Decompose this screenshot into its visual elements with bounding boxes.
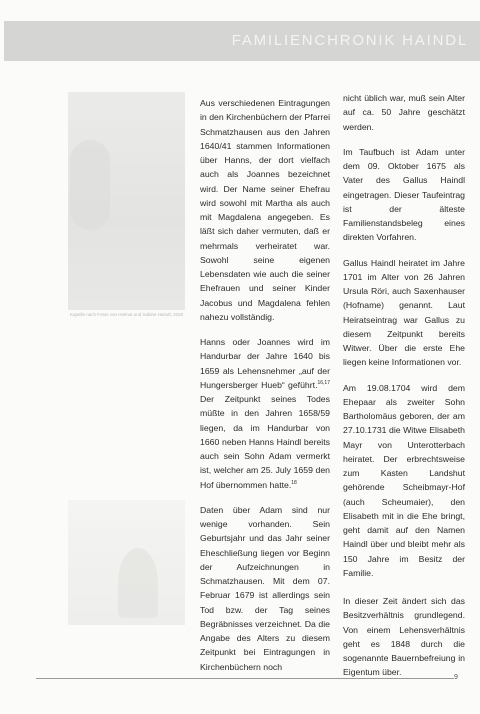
text-column-right [343,91,465,691]
paragraph [200,335,330,492]
paragraph: Am 19.08.1704 wird dem Ehepaar als zweiter Sohn Bartholomäus geboren, der am 27.10.1731 die Witwe Elisabeth Mayr von Unterotterbach heiratet. Der erbrechtsweise zum Kasten Landshut gehörende Scheibmayr-Hof (auch Scheumaier), den Elisabeth mit in die Ehe bringt, geht damit auf den Namen Haindl über und bleibt mehr als 150 Jahre im Besitz der Familie. [343,382,465,578]
faded-figure [70,140,110,230]
photo-caption: Kapelle nach Fotos von Helmut und Sabine Haindl, 2020 [70,312,184,317]
paragraph-text: Der Zeitpunkt seines Todes müßte in den Jahren 1658/59 liegen, da im Handurbar von 1660 neben Hanns Haindl bereits auch sein Sohn Adam vermerkt ist, welcher am 25. July 1659 den Hof übernommen hatte. [200,394,330,490]
faded-silhouette [118,548,158,618]
footnote-ref: 16,17 [317,379,330,386]
paragraph-text: Hanns oder Joannes wird im Handurbar der Jahre 1640 bis 1659 als Lehensnehmer „auf der Hungersberger Hueb“ geführt. [200,337,330,390]
paragraph: nicht üblich war, muß sein Alter auf ca. 50 Jahre geschätzt werden. [343,93,465,132]
paragraph: Gallus Haindl heiratet im Jahre 1701 im Alter von 26 Jahren Ursula Röri, auch Saxenhauser (Hofname) genannt. Laut Heiratseintrag war Gallus zu diesem Zeitpunkt bereits Witwer. Über die erste Ehe liegen keine Informationen vor. [343,257,465,368]
footer-rule [36,678,454,679]
text-column-left [200,96,330,685]
paragraph: Aus verschiedenen Eintragungen in den Kirchenbüchern der Pfarrei Schmatzhausen aus den Jahren 1640/41 stammen Informationen über Hanns, der dort vielfach auch als Joannes bezeichnet wird. Der Name seiner Ehefrau wird sowohl mit Martha als auch mit Magdalena angegeben. Es läßt sich daher vermuten, daß er mehrmals verheiratet war. Sowohl seine eigenen Lebensdaten wie auch die seiner Ehefrauen und seiner Kinder Jacobus und Magdalena fehlen nahezu vollständig. [200,98,330,322]
page-header-title: FAMILIENCHRONIK HAINDL [231,32,468,49]
paragraph: Daten über Adam sind nur wenige vorhanden. Sein Geburtsjahr und das Jahr seiner Eheschließung liegen vor Beginn der Aufzeichnungen in Schmatzhausen. Mit dem 07. Februar 1679 ist allerdings sein Tod bzw. der Tag seines Begräbnisses verzeichnet. Da die Angabe des Alters zu diesem Zeitpunkt bei Eintragungen in Kirchenbüchern noch [200,504,330,672]
footnote-ref: 18 [291,479,297,486]
paragraph: Im Taufbuch ist Adam unter dem 09. Oktober 1675 als Vater des Gallus Haindl eingetragen. Dieser Taufeintrag ist der älteste Familienstandsbeleg eines direkten Vorfahren. [343,146,465,243]
page-number: 9 [454,674,458,681]
paragraph: In dieser Zeit ändert sich das Besitzverhältnis grundlegend. Von einem Lehensverhältnis geht es 1848 durch die sogenannte Bauernbefreiung in Eigentum über. [343,596,465,678]
